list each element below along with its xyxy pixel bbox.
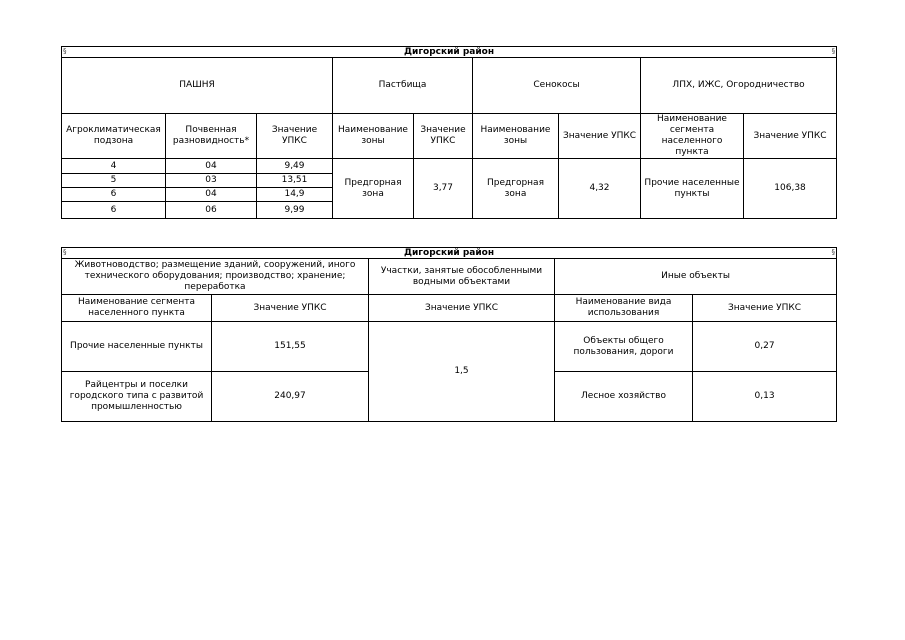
group-header-lph: ЛПХ, ИЖС, Огородничество — [641, 58, 837, 114]
table-cell: Райцентры и поселки городского типа с развитой промышленностью — [62, 372, 212, 422]
table-cell: 240,97 — [212, 372, 369, 422]
table-title — [62, 248, 837, 259]
table-cell: 6 — [62, 202, 166, 219]
table-cell: 0,27 — [693, 322, 837, 372]
column-header: Значение УПКС — [414, 114, 473, 159]
column-header: Значение УПКС — [212, 295, 369, 322]
table-cell: 106,38 — [744, 159, 837, 219]
table-cell: 04 — [166, 188, 257, 202]
table-cell: Лесное хозяйство — [555, 372, 693, 422]
table-cell: 4 — [62, 159, 166, 174]
group-header-water: Участки, занятые обособленными водными объектами — [369, 259, 555, 295]
column-header: Наименование сегмента населенного пункта — [62, 295, 212, 322]
table-cell: 0,13 — [693, 372, 837, 422]
column-header: Наименование вида использования — [555, 295, 693, 322]
column-header: Наименование зоны — [333, 114, 414, 159]
group-header-pastbischa: Пастбища — [333, 58, 473, 114]
column-header: Значение УПКС — [369, 295, 555, 322]
table-upks-1 — [61, 46, 837, 219]
column-header: Агроклиматическая подзона — [62, 114, 166, 159]
corner-marker-icon: § — [831, 47, 836, 55]
table-cell: 03 — [166, 174, 257, 188]
table-title — [62, 47, 837, 58]
table-cell: 4,32 — [559, 159, 641, 219]
table-cell: 3,77 — [414, 159, 473, 219]
corner-marker-icon: § — [63, 47, 67, 55]
table-cell: 14,9 — [257, 188, 333, 202]
column-header: Значение УПКС — [693, 295, 837, 322]
column-header: Значение УПКС — [744, 114, 837, 159]
table-cell: 1,5 — [369, 322, 555, 422]
column-header: Почвенная разновидность* — [166, 114, 257, 159]
table-cell: Объекты общего пользования, дороги — [555, 322, 693, 372]
group-header-other: Иные объекты — [555, 259, 837, 295]
table-cell: Предгорная зона — [473, 159, 559, 219]
table-upks-2 — [61, 247, 837, 422]
table-cell: 9,49 — [257, 159, 333, 174]
group-header-senokosy: Сенокосы — [473, 58, 641, 114]
group-header-pashnya: ПАШНЯ — [62, 58, 333, 114]
table-cell: Прочие населенные пункты — [62, 322, 212, 372]
table-cell: 06 — [166, 202, 257, 219]
column-header: Наименование сегмента населенного пункта — [641, 114, 744, 159]
column-header: Наименование зоны — [473, 114, 559, 159]
table-cell: 5 — [62, 174, 166, 188]
table-title-text: Дигорский район — [403, 248, 495, 258]
table-cell: 151,55 — [212, 322, 369, 372]
group-header-livestock: Животноводство; размещение зданий, сооружений, иного технического оборудования; производство; хранение; переработка — [62, 259, 369, 295]
table-cell: 9,99 — [257, 202, 333, 219]
column-header: Значение УПКС — [257, 114, 333, 159]
table-cell: 6 — [62, 188, 166, 202]
table-cell: 13,51 — [257, 174, 333, 188]
corner-marker-icon: § — [63, 248, 67, 256]
table-cell: Прочие населенные пункты — [641, 159, 744, 219]
table-title-text: Дигорский район — [404, 47, 495, 57]
table-cell: Предгорная зона — [333, 159, 414, 219]
corner-marker-icon: § — [831, 248, 836, 256]
table-cell: 04 — [166, 159, 257, 174]
column-header: Значение УПКС — [559, 114, 641, 159]
